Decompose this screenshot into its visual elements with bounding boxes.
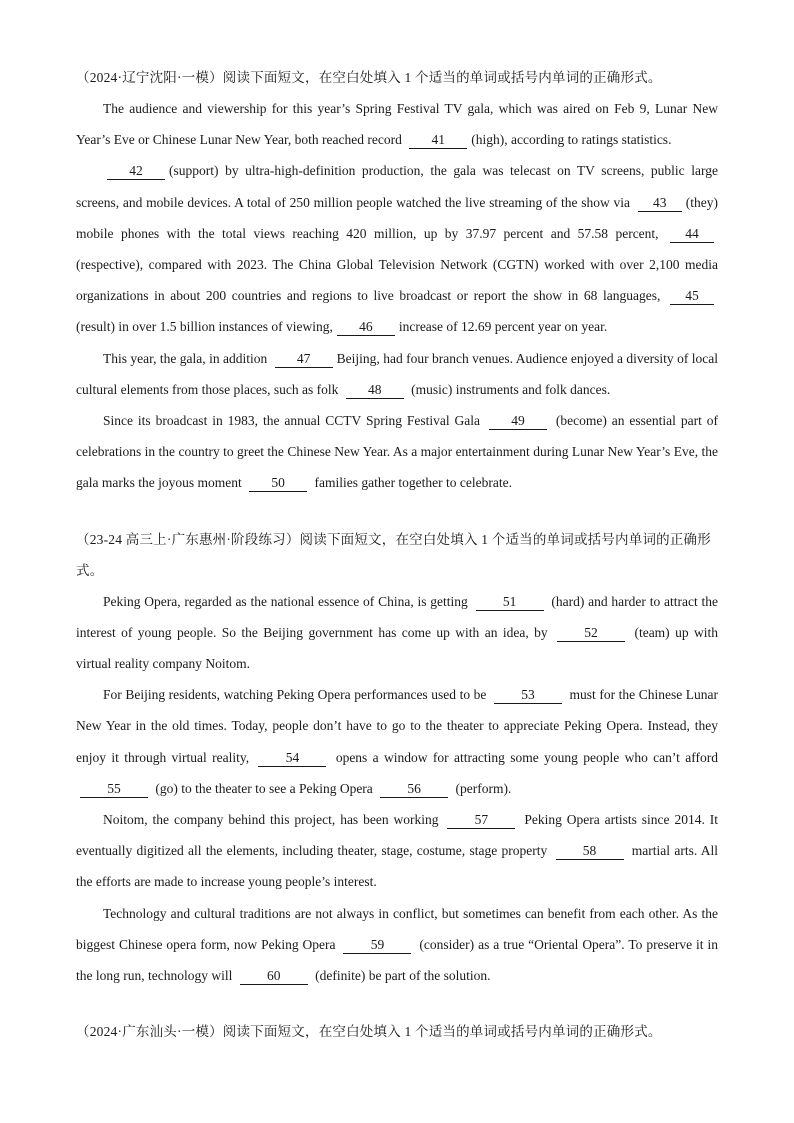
passage-text: opens a window for attracting some young people who can’t afford [330, 749, 718, 765]
passage-text: Since its broadcast in 1983, the annual CCTV Spring Festival Gala [103, 413, 485, 429]
answer-blank-41[interactable]: 41 [409, 131, 467, 149]
answer-blank-51[interactable]: 51 [476, 593, 544, 611]
passage-paragraph [76, 898, 718, 992]
answer-blank-53[interactable]: 53 [494, 686, 562, 704]
answer-blank-55[interactable]: 55 [80, 780, 148, 798]
passage-text: (they) mobile phones with the total views reaching 420 million, up by 37.97 percent and 57.58 percent, [76, 194, 718, 241]
passage-text: increase of 12.69 percent year on year. [398, 319, 608, 335]
passage-text: must for the Chinese Lunar New Year in the old times. Today, people don’t have to go to the theater to appreciate Peking Opera. Instead, they enjoy it through virtual reality, [76, 687, 719, 765]
passage-text: (music) instruments and folk dances. [407, 381, 611, 397]
answer-blank-50[interactable]: 50 [249, 474, 307, 492]
passage-paragraph [76, 405, 718, 499]
passage-paragraph [76, 343, 718, 405]
exercise-section-1 [76, 62, 718, 499]
passage-text: (support) by ultra-high-definition production, the gala was telecast on TV screens, public large screens, and mobile devices. A total of 250 million people watched the live streaming of the show via [76, 163, 718, 210]
answer-blank-44[interactable]: 44 [670, 225, 714, 243]
answer-blank-42[interactable]: 42 [107, 162, 165, 180]
passage-text: This year, the gala, in addition [103, 350, 271, 366]
exercise-section-2 [76, 524, 718, 992]
passage-text: (perform). [452, 780, 512, 796]
passage-text: (become) an essential part of celebrations in the country to greet the Chinese New Year. As a major entertainment during Lunar New Year’s Eve, the gala marks the joyous moment [76, 413, 718, 491]
passage-text: Technology and cultural traditions are not always in conflict, but sometimes can benefit from each other. As the biggest Chinese opera form, now Peking Opera [76, 905, 718, 952]
passage-text: Peking Opera, regarded as the national essence of China, is getting [103, 593, 472, 609]
passage-text: (hard) and harder to attract the interest of young people. So the Beijing government has come up with an idea, by [76, 593, 718, 640]
section-heading: （23-24 高三上·广东惠州·阶段练习）阅读下面短文，在空白处填入 1 个适当的单词或括号内单词的正确形式。 [76, 531, 711, 578]
passage-text: (high), according to ratings statistics. [471, 132, 672, 148]
answer-blank-49[interactable]: 49 [489, 412, 547, 430]
passage-paragraph [76, 93, 718, 155]
answer-blank-59[interactable]: 59 [343, 936, 411, 954]
answer-blank-45[interactable]: 45 [670, 287, 714, 305]
answer-blank-54[interactable]: 54 [258, 749, 326, 767]
answer-blank-46[interactable]: 46 [337, 318, 395, 336]
passage-paragraph [76, 679, 718, 804]
passage-text: (respective), compared with 2023. The China Global Television Network (CGTN) worked with over 2,100 media organizations in about 200 countries and regions to live broadcast or report the show in 68 languages, [76, 257, 718, 304]
passage-text: Beijing, had four branch venues. Audience enjoyed a diversity of local cultural elements from those places, such as folk [76, 350, 718, 397]
passage-text: families gather together to celebrate. [311, 475, 512, 491]
exercise-section-3 [76, 1016, 718, 1047]
passage-text: (consider) as a true “Oriental Opera”. To preserve it in the long run, technology will [76, 936, 718, 984]
section-heading: （2024·辽宁沈阳·一模）阅读下面短文，在空白处填入 1 个适当的单词或括号内单词的正确形式。 [76, 70, 662, 85]
passage-paragraph [76, 804, 718, 898]
passage-text: For Beijing residents, watching Peking Opera performances used to be [103, 687, 490, 703]
passage-text: Peking Opera artists since 2014. It eventually digitized all the elements, including theater, stage, costume, stage property [76, 812, 718, 859]
answer-blank-60[interactable]: 60 [240, 967, 308, 985]
answer-blank-58[interactable]: 58 [556, 842, 624, 860]
passage-text: (go) to the theater to see a Peking Opera [152, 780, 377, 796]
passage-text: Noitom, the company behind this project, has been working [103, 812, 444, 828]
answer-blank-47[interactable]: 47 [275, 350, 333, 368]
answer-blank-48[interactable]: 48 [346, 381, 404, 399]
passage-paragraph [76, 586, 718, 680]
answer-blank-43[interactable]: 43 [638, 194, 682, 212]
passage-text: martial arts. All the efforts are made to increase young people’s interest. [76, 843, 718, 890]
passage-text: The audience and viewership for this year’s Spring Festival TV gala, which was aired on Feb 9, Lunar New Year’s Eve or Chinese Lunar New Year, both reached record [76, 101, 718, 148]
passage-text: (definite) be part of the solution. [311, 968, 491, 984]
worksheet-page [76, 62, 718, 1072]
answer-blank-56[interactable]: 56 [380, 780, 448, 798]
section-heading: （2024·广东汕头·一模）阅读下面短文，在空白处填入 1 个适当的单词或括号内单词的正确形式。 [76, 1024, 662, 1040]
answer-blank-57[interactable]: 57 [447, 811, 515, 829]
answer-blank-52[interactable]: 52 [557, 624, 625, 642]
passage-paragraph [76, 155, 718, 342]
passage-text: (result) in over 1.5 billion instances of viewing, [76, 319, 333, 335]
passage-text: (team) up with virtual reality company Noitom. [76, 624, 719, 672]
